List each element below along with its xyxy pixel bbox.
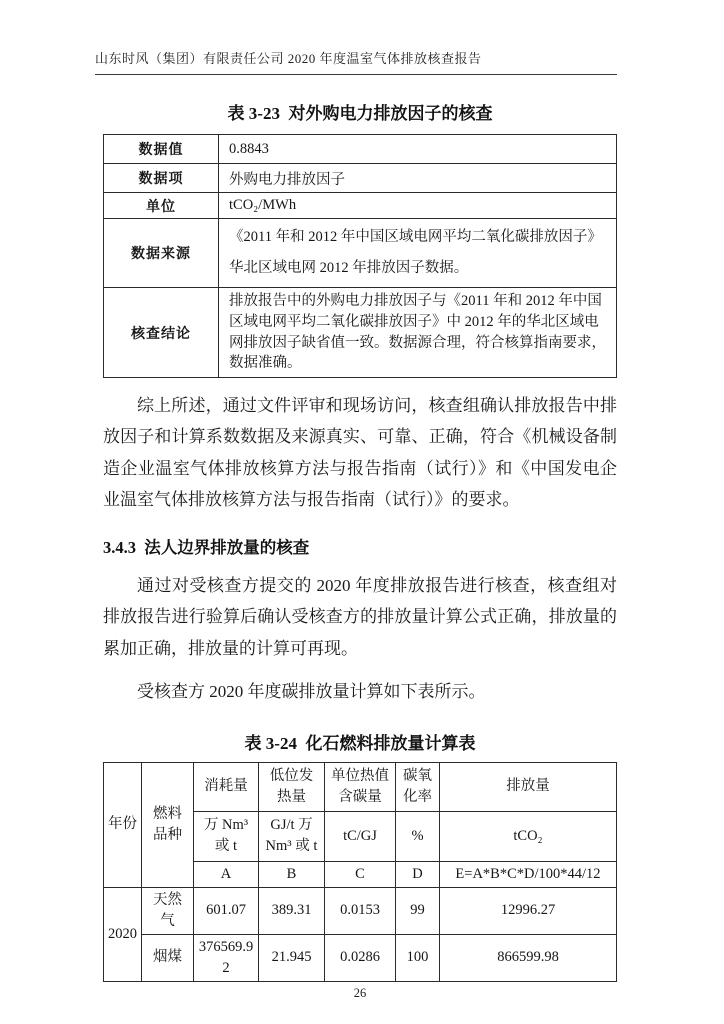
- ncv-cell: 389.31: [259, 887, 325, 934]
- oxidation-rate-cell: 100: [396, 934, 440, 981]
- consumption-cell: 601.07: [194, 887, 259, 934]
- letter-cell: C: [325, 861, 396, 887]
- row-label: 单位: [104, 193, 219, 219]
- row-value: 外购电力排放因子: [219, 164, 617, 193]
- paragraph-table-intro: 受核查方 2020 年度碳排放量计算如下表所示。: [137, 682, 486, 702]
- row-value: tCO₂/MWh: [219, 193, 617, 219]
- unit-cell: tC/GJ: [325, 811, 396, 861]
- year-value-cell: 2020: [104, 887, 142, 981]
- letter-cell: A: [194, 861, 259, 887]
- row-label: 数据项: [104, 164, 219, 193]
- table-3-23: [103, 134, 617, 378]
- page-number: 26: [353, 985, 367, 1000]
- table-3-23-title: 表 3-23 对外购电力排放因子的核查: [227, 104, 493, 123]
- table-row: [104, 193, 617, 219]
- fuel-cell: 天然气: [142, 887, 194, 934]
- table-row: [104, 219, 617, 288]
- row-label: 核查结论: [104, 288, 219, 377]
- row-value: 排放报告中的外购电力排放因子与《2011 年和 2012 年中国区域电网平均二氧化碳排放因子》中 2012 年的华北区域电网排放因子缺省值一致。数据源合理，符合核算指南要求，数据准确。: [219, 288, 617, 377]
- paragraph-verification: 通过对受核查方提交的 2020 年度排放报告进行核查，核查组对排放报告进行验算后确认受核查方的排放量计算公式正确，排放量的累加正确，排放量的计算可再现。: [103, 575, 617, 658]
- running-header: 山东时风（集团）有限责任公司 2020 年度温室气体排放核查报告: [95, 48, 617, 75]
- row-label: 数据值: [104, 135, 219, 164]
- header-fuel-type: 燃料品种: [142, 762, 194, 887]
- fuel-cell: 烟煤: [142, 934, 194, 981]
- header-cell: 碳氧化率: [396, 762, 440, 811]
- paragraph-summary: 综上所述，通过文件评审和现场访问，核查组确认排放报告中排放因子和计算系数数据及来源真实、可靠、正确，符合《机械设备制造企业温室气体排放核算方法与报告指南（试行）》和《中国发电企业温室气体排放核算方法与报告指南（试行）》的要求。: [103, 395, 617, 510]
- carbon-content-cell: 0.0153: [325, 887, 396, 934]
- unit-cell: 万 Nm³ 或 t: [194, 811, 259, 861]
- header-cell: 低位发热量: [259, 762, 325, 811]
- data-row-coal: [104, 934, 617, 981]
- ncv-cell: 21.945: [259, 934, 325, 981]
- table-3-24: [103, 762, 617, 982]
- data-row-natural-gas: [104, 887, 617, 934]
- header-cell: 排放量: [440, 762, 617, 811]
- unit-cell: %: [396, 811, 440, 861]
- header-row-names: [104, 762, 617, 811]
- letter-cell: B: [259, 861, 325, 887]
- table-row: [104, 164, 617, 193]
- letter-cell: D: [396, 861, 440, 887]
- header-cell: 消耗量: [194, 762, 259, 811]
- header-cell: 单位热值含碳量: [325, 762, 396, 811]
- header-year: 年份: [104, 762, 142, 887]
- row-value: 《2011 年和 2012 年中国区域电网平均二氧化碳排放因子》华北区域电网 2012 年排放因子数据。: [219, 219, 617, 288]
- oxidation-rate-cell: 99: [396, 887, 440, 934]
- consumption-cell: 376569.92: [194, 934, 259, 981]
- row-label: 数据来源: [104, 219, 219, 288]
- unit-cell: GJ/t 万 Nm³ 或 t: [259, 811, 325, 861]
- table-row: [104, 135, 617, 164]
- unit-cell: tCO₂: [440, 811, 617, 861]
- row-value: 0.8843: [219, 135, 617, 164]
- section-heading-3-4-3: 3.4.3 法人边界排放量的核查: [103, 537, 310, 557]
- table-row: [104, 288, 617, 377]
- letter-cell: E=A*B*C*D/100*44/12: [440, 861, 617, 887]
- carbon-content-cell: 0.0286: [325, 934, 396, 981]
- table-3-24-title: 表 3-24 化石燃料排放量计算表: [244, 733, 476, 753]
- page-body: [103, 99, 617, 1001]
- emission-cell: 12996.27: [440, 887, 617, 934]
- emission-cell: 866599.98: [440, 934, 617, 981]
